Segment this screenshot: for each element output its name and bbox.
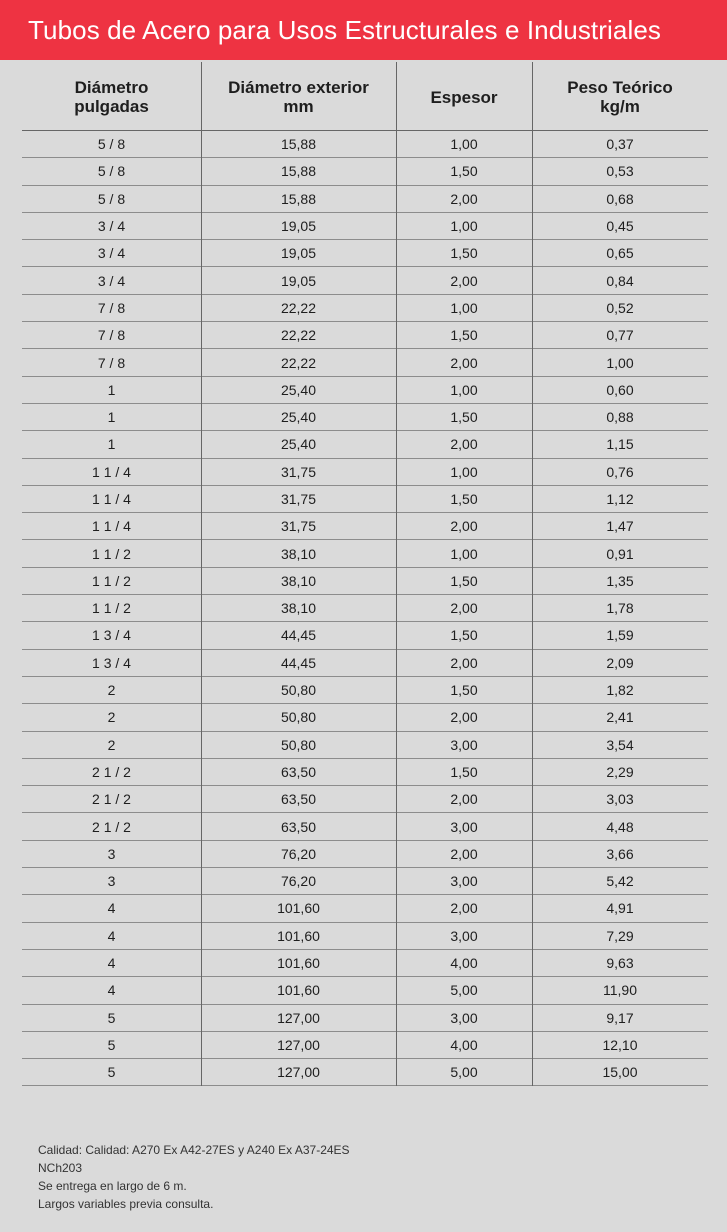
cell-diametro-exterior: 127,00 xyxy=(277,1009,320,1026)
cell-peso-teorico: 0,65 xyxy=(606,245,634,262)
cell-espesor: 1,50 xyxy=(450,627,478,644)
table-row xyxy=(22,377,708,404)
cell-diametro-exterior: 38,10 xyxy=(280,572,317,589)
header-peso-teorico xyxy=(532,62,708,130)
cell-diametro-pulgadas: 1 xyxy=(107,381,116,398)
note-largos-variables: Largos variables previa consulta. xyxy=(38,1197,214,1211)
cell-peso-teorico: 3,66 xyxy=(606,845,634,862)
table-row xyxy=(22,186,708,213)
cell-espesor: 1,50 xyxy=(450,163,478,180)
cell-espesor: 1,50 xyxy=(450,763,478,780)
cell-diametro-exterior: 127,00 xyxy=(277,1064,320,1081)
cell-peso-teorico: 0,37 xyxy=(606,136,634,153)
cell-peso-teorico: 1,12 xyxy=(606,491,634,507)
cell-peso-teorico: 0,68 xyxy=(606,190,634,207)
note-largo: Se entrega en largo de 6 m. xyxy=(38,1179,187,1193)
title-banner xyxy=(0,0,727,60)
cell-espesor: 1,00 xyxy=(450,299,478,316)
table-row xyxy=(22,704,708,731)
cell-peso-teorico: 9,63 xyxy=(606,955,634,972)
cell-espesor: 1,00 xyxy=(450,463,478,480)
cell-espesor: 1,50 xyxy=(450,245,478,262)
cell-espesor: 2,00 xyxy=(450,600,478,617)
table-row xyxy=(22,540,708,567)
cell-diametro-exterior: 31,75 xyxy=(280,518,317,535)
cell-diametro-exterior: 76,20 xyxy=(280,845,317,862)
column-divider xyxy=(396,62,397,1086)
cell-peso-teorico: 1,82 xyxy=(606,682,634,699)
header-diametro-pulgadas xyxy=(22,62,201,130)
cell-peso-teorico: 1,59 xyxy=(606,627,634,644)
cell-diametro-exterior: 19,05 xyxy=(280,245,317,262)
cell-diametro-exterior: 127,00 xyxy=(277,1036,320,1053)
cell-diametro-pulgadas: 3 / 4 xyxy=(97,272,126,289)
cell-diametro-pulgadas: 3 xyxy=(107,873,116,890)
cell-espesor: 1,00 xyxy=(450,136,478,153)
cell-diametro-pulgadas: 1 1 / 2 xyxy=(92,600,131,617)
cell-diametro-pulgadas: 7 / 8 xyxy=(97,327,126,344)
cell-espesor: 2,00 xyxy=(450,845,478,862)
table-body xyxy=(22,131,708,1086)
cell-espesor: 1,50 xyxy=(450,682,478,699)
cell-diametro-pulgadas: 2 xyxy=(107,682,116,699)
cell-espesor: 1,50 xyxy=(450,491,478,507)
table-row xyxy=(22,213,708,240)
cell-espesor: 2,00 xyxy=(450,272,478,289)
cell-diametro-exterior: 25,40 xyxy=(280,381,317,398)
table-row xyxy=(22,404,708,431)
column-divider xyxy=(201,62,202,1086)
cell-espesor: 2,00 xyxy=(450,354,478,371)
table-row xyxy=(22,568,708,595)
cell-peso-teorico: 0,52 xyxy=(606,299,634,316)
cell-peso-teorico: 0,60 xyxy=(606,381,634,398)
cell-diametro-pulgadas: 1 3 / 4 xyxy=(92,627,131,644)
table-row xyxy=(22,240,708,267)
table-row xyxy=(22,431,708,458)
cell-peso-teorico: 11,90 xyxy=(603,982,637,999)
cell-diametro-pulgadas: 3 / 4 xyxy=(97,245,126,262)
table-row xyxy=(22,158,708,185)
cell-diametro-exterior: 101,60 xyxy=(277,982,320,999)
header-label: Espesor xyxy=(430,87,498,107)
column-divider xyxy=(532,62,533,1086)
cell-espesor: 4,00 xyxy=(450,1036,478,1053)
cell-diametro-pulgadas: 7 / 8 xyxy=(97,354,126,371)
table-row xyxy=(22,895,708,922)
cell-espesor: 2,00 xyxy=(450,654,478,671)
cell-peso-teorico: 0,91 xyxy=(606,545,634,562)
cell-peso-teorico: 2,41 xyxy=(606,709,634,726)
cell-diametro-pulgadas: 5 xyxy=(107,1064,116,1081)
cell-diametro-exterior: 50,80 xyxy=(280,736,317,753)
cell-diametro-exterior: 19,05 xyxy=(280,218,317,235)
table-row xyxy=(22,595,708,622)
cell-espesor: 1,00 xyxy=(450,381,478,398)
cell-diametro-pulgadas: 5 / 8 xyxy=(97,163,126,180)
cell-peso-teorico: 0,84 xyxy=(606,272,634,289)
cell-peso-teorico: 2,09 xyxy=(606,654,634,671)
cell-diametro-pulgadas: 4 xyxy=(107,900,116,917)
cell-peso-teorico: 0,76 xyxy=(606,463,634,480)
cell-diametro-pulgadas: 1 3 / 4 xyxy=(92,654,131,671)
cell-diametro-exterior: 76,20 xyxy=(280,873,317,890)
cell-diametro-pulgadas: 5 / 8 xyxy=(97,190,126,207)
table-header xyxy=(22,62,708,131)
cell-peso-teorico: 5,42 xyxy=(606,873,634,890)
table-row xyxy=(22,868,708,895)
cell-diametro-exterior: 25,40 xyxy=(280,409,317,426)
table-row xyxy=(22,513,708,540)
note-calidad: Calidad: Calidad: A270 Ex A42-27ES y A240 Ex A37-24ES xyxy=(38,1143,350,1157)
cell-diametro-pulgadas: 1 1 / 4 xyxy=(92,491,131,507)
cell-peso-teorico: 1,00 xyxy=(606,354,634,371)
cell-diametro-pulgadas: 2 xyxy=(107,736,116,753)
cell-diametro-exterior: 101,60 xyxy=(277,927,320,944)
cell-espesor: 2,00 xyxy=(450,709,478,726)
table-row xyxy=(22,650,708,677)
spec-table xyxy=(22,62,708,1086)
cell-diametro-pulgadas: 5 / 8 xyxy=(97,136,126,153)
cell-diametro-exterior: 15,88 xyxy=(280,136,317,153)
page-title: Tubos de Acero para Usos Estructurales e Industriales xyxy=(28,14,661,45)
cell-diametro-pulgadas: 3 xyxy=(107,845,116,862)
cell-espesor: 1,50 xyxy=(450,572,478,589)
cell-diametro-exterior: 38,10 xyxy=(280,600,317,617)
cell-diametro-pulgadas: 2 1 / 2 xyxy=(92,791,131,808)
cell-diametro-pulgadas: 5 xyxy=(107,1036,116,1053)
cell-peso-teorico: 1,78 xyxy=(606,600,634,617)
cell-espesor: 2,00 xyxy=(450,436,478,453)
cell-diametro-exterior: 22,22 xyxy=(280,299,317,316)
table-row xyxy=(22,349,708,376)
cell-peso-teorico: 0,88 xyxy=(606,409,634,426)
cell-diametro-exterior: 63,50 xyxy=(280,818,317,835)
table-row xyxy=(22,1059,708,1086)
cell-espesor: 2,00 xyxy=(450,791,478,808)
cell-diametro-pulgadas: 1 1 / 4 xyxy=(92,518,131,535)
cell-espesor: 2,00 xyxy=(450,900,478,917)
cell-espesor: 2,00 xyxy=(450,190,478,207)
cell-diametro-pulgadas: 1 1 / 2 xyxy=(92,545,131,562)
cell-espesor: 2,00 xyxy=(450,518,478,535)
cell-diametro-pulgadas: 5 xyxy=(107,1009,116,1026)
table-row xyxy=(22,459,708,486)
cell-diametro-exterior: 22,22 xyxy=(280,354,317,371)
cell-diametro-pulgadas: 4 xyxy=(107,955,116,972)
header-espesor xyxy=(396,62,532,130)
header-label: Peso Teórico kg/m xyxy=(567,78,673,116)
cell-peso-teorico: 0,77 xyxy=(606,327,634,344)
header-label: Diámetro pulgadas xyxy=(74,78,149,116)
table-row xyxy=(22,841,708,868)
cell-peso-teorico: 12,10 xyxy=(602,1036,638,1053)
cell-peso-teorico: 1,15 xyxy=(606,436,634,453)
cell-peso-teorico: 0,53 xyxy=(606,163,634,180)
cell-peso-teorico: 1,35 xyxy=(606,572,634,589)
table-row xyxy=(22,295,708,322)
cell-diametro-pulgadas: 7 / 8 xyxy=(97,299,126,316)
cell-diametro-pulgadas: 4 xyxy=(107,927,116,944)
cell-diametro-exterior: 38,10 xyxy=(280,545,317,562)
cell-diametro-exterior: 22,22 xyxy=(280,327,317,344)
table-row xyxy=(22,677,708,704)
table-row xyxy=(22,759,708,786)
cell-espesor: 3,00 xyxy=(450,873,478,890)
cell-peso-teorico: 3,03 xyxy=(606,791,634,808)
cell-diametro-pulgadas: 3 / 4 xyxy=(97,218,126,235)
table-row xyxy=(22,813,708,840)
cell-diametro-exterior: 101,60 xyxy=(277,955,320,972)
cell-diametro-exterior: 50,80 xyxy=(280,709,317,726)
cell-diametro-exterior: 25,40 xyxy=(280,436,317,453)
cell-diametro-exterior: 15,88 xyxy=(280,190,317,207)
header-diametro-exterior xyxy=(201,62,396,130)
cell-diametro-pulgadas: 4 xyxy=(107,982,116,999)
cell-espesor: 1,00 xyxy=(450,218,478,235)
cell-espesor: 5,00 xyxy=(450,982,478,999)
cell-diametro-exterior: 31,75 xyxy=(280,463,317,480)
cell-diametro-exterior: 50,80 xyxy=(280,682,317,699)
cell-diametro-exterior: 31,75 xyxy=(280,491,317,507)
cell-espesor: 1,00 xyxy=(450,545,478,562)
table-row xyxy=(22,1005,708,1032)
cell-peso-teorico: 4,91 xyxy=(606,900,634,917)
note-norma: NCh203 xyxy=(38,1161,83,1175)
cell-diametro-pulgadas: 2 1 / 2 xyxy=(92,763,131,780)
footnotes xyxy=(38,1141,350,1213)
table-row xyxy=(22,977,708,1004)
cell-diametro-exterior: 19,05 xyxy=(280,272,317,289)
cell-diametro-pulgadas: 2 xyxy=(107,709,116,726)
cell-diametro-exterior: 101,60 xyxy=(277,900,320,917)
table-row xyxy=(22,622,708,649)
table-row xyxy=(22,267,708,294)
cell-espesor: 3,00 xyxy=(450,927,478,944)
table-row xyxy=(22,950,708,977)
header-label: Diámetro exterior mm xyxy=(228,78,369,116)
cell-diametro-exterior: 44,45 xyxy=(280,654,317,671)
cell-diametro-pulgadas: 1 1 / 2 xyxy=(92,572,131,589)
cell-peso-teorico: 7,29 xyxy=(606,927,634,944)
cell-espesor: 4,00 xyxy=(450,955,478,972)
cell-diametro-exterior: 44,45 xyxy=(280,627,317,644)
cell-espesor: 3,00 xyxy=(450,1009,478,1026)
cell-diametro-exterior: 63,50 xyxy=(280,763,317,780)
cell-diametro-exterior: 15,88 xyxy=(280,163,317,180)
cell-diametro-pulgadas: 1 1 / 4 xyxy=(92,463,131,480)
table-row xyxy=(22,732,708,759)
table-row xyxy=(22,1032,708,1059)
table-row xyxy=(22,486,708,513)
cell-peso-teorico: 3,54 xyxy=(606,736,634,753)
cell-espesor: 5,00 xyxy=(450,1064,478,1081)
cell-peso-teorico: 2,29 xyxy=(606,763,634,780)
cell-espesor: 1,50 xyxy=(450,409,478,426)
cell-peso-teorico: 0,45 xyxy=(606,218,634,235)
cell-diametro-pulgadas: 2 1 / 2 xyxy=(92,818,131,835)
cell-espesor: 1,50 xyxy=(450,327,478,344)
cell-peso-teorico: 9,17 xyxy=(606,1009,634,1026)
cell-peso-teorico: 4,48 xyxy=(606,818,634,835)
cell-peso-teorico: 15,00 xyxy=(602,1064,638,1081)
table-row xyxy=(22,322,708,349)
cell-peso-teorico: 1,47 xyxy=(606,518,634,535)
cell-diametro-pulgadas: 1 xyxy=(107,436,116,453)
table-row xyxy=(22,786,708,813)
cell-diametro-exterior: 63,50 xyxy=(280,791,317,808)
cell-espesor: 3,00 xyxy=(450,736,478,753)
table-row xyxy=(22,923,708,950)
cell-diametro-pulgadas: 1 xyxy=(107,409,116,426)
table-row xyxy=(22,131,708,158)
cell-espesor: 3,00 xyxy=(450,818,478,835)
